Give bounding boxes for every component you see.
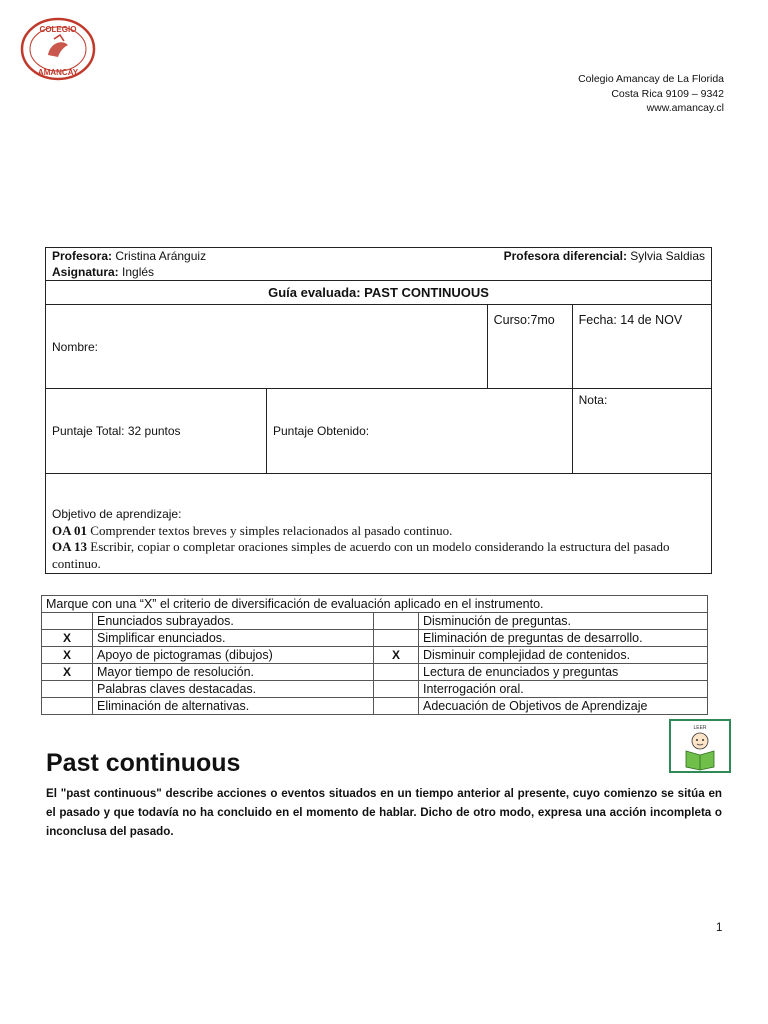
student-info-table bbox=[45, 247, 712, 574]
school-address bbox=[578, 72, 724, 116]
criteria-label: Adecuación de Objetivos de Aprendizaje bbox=[419, 698, 708, 715]
criteria-row bbox=[42, 630, 708, 647]
obtained-score-field[interactable]: Puntaje Obtenido: bbox=[267, 389, 573, 474]
criteria-checkbox[interactable]: X bbox=[42, 664, 93, 681]
diff-teacher-label: Profesora diferencial: bbox=[503, 249, 627, 263]
date-cell: Fecha: 14 de NOV bbox=[572, 305, 711, 389]
criteria-checkbox[interactable] bbox=[374, 630, 419, 647]
criteria-label: Palabras claves destacadas. bbox=[93, 681, 374, 698]
diff-teacher-name: Sylvia Saldias bbox=[626, 249, 705, 263]
guide-title: Guía evaluada: PAST CONTINUOUS bbox=[46, 281, 712, 305]
criteria-checkbox[interactable]: X bbox=[42, 647, 93, 664]
reading-child-icon bbox=[669, 719, 731, 773]
total-score: Puntaje Total: 32 puntos bbox=[46, 389, 267, 474]
criteria-label: Apoyo de pictogramas (dibujos) bbox=[93, 647, 374, 664]
course-cell: Curso:7mo bbox=[487, 305, 572, 389]
pictogram-label: LEER bbox=[693, 725, 707, 731]
criteria-label: Simplificar enunciados. bbox=[93, 630, 374, 647]
criteria-table bbox=[41, 595, 708, 715]
oa1-code: OA 01 bbox=[52, 522, 88, 538]
objectives-cell bbox=[46, 474, 712, 574]
criteria-header: Marque con una “X” el criterio de diversificación de evaluación aplicado en el instrumento. bbox=[42, 596, 708, 613]
teacher-name: Cristina Aránguiz bbox=[112, 249, 207, 263]
grade-field[interactable]: Nota: bbox=[572, 389, 711, 474]
subject-label: Asignatura: bbox=[52, 265, 119, 279]
criteria-checkbox[interactable] bbox=[42, 698, 93, 715]
criteria-checkbox[interactable] bbox=[374, 664, 419, 681]
section-title: Past continuous bbox=[46, 749, 241, 777]
criteria-label: Disminución de preguntas. bbox=[419, 613, 708, 630]
subject-name: Inglés bbox=[118, 265, 155, 279]
criteria-checkbox[interactable]: X bbox=[374, 647, 419, 664]
criteria-checkbox[interactable] bbox=[374, 681, 419, 698]
oa13-code: OA 13 bbox=[52, 539, 88, 554]
criteria-label: Interrogación oral. bbox=[419, 681, 708, 698]
school-logo bbox=[20, 17, 96, 81]
name-field[interactable]: Nombre: bbox=[46, 305, 488, 389]
teacher-label: Profesora: bbox=[52, 249, 113, 263]
criteria-label: Lectura de enunciados y preguntas bbox=[419, 664, 708, 681]
logo-top-text: COLEGIO bbox=[39, 25, 77, 34]
criteria-checkbox[interactable]: X bbox=[42, 630, 93, 647]
criteria-row bbox=[42, 698, 708, 715]
school-phone: Costa Rica 9109 – 9342 bbox=[611, 87, 724, 100]
logo-bottom-text: AMANCAY bbox=[37, 68, 79, 77]
criteria-row bbox=[42, 664, 708, 681]
criteria-label: Disminuir complejidad de contenidos. bbox=[419, 647, 708, 664]
criteria-label: Enunciados subrayados. bbox=[93, 613, 374, 630]
section-intro: El "past continuous" describe acciones o eventos situados en un tiempo anterior al presente, cuyo comienzo se sitúa en el pasado y que todavía no ha concluido en el momento de hablar. Dicho de otro modo, expresa una acción incompleta o inconclusa del pasado. bbox=[46, 787, 722, 838]
criteria-label: Mayor tiempo de resolución. bbox=[93, 664, 374, 681]
criteria-checkbox[interactable] bbox=[42, 613, 93, 630]
objective-label: Objetivo de aprendizaje: bbox=[52, 507, 182, 521]
oa1-text: Comprender textos breves y simples relacionados al pasado continuo. bbox=[87, 522, 453, 538]
criteria-checkbox[interactable] bbox=[374, 698, 419, 715]
oa13-text: Escribir, copiar o completar oraciones simples de acuerdo con un modelo considerando la estructura del pasado continuo. bbox=[52, 539, 670, 571]
criteria-label: Eliminación de alternativas. bbox=[93, 698, 374, 715]
criteria-row bbox=[42, 613, 708, 630]
criteria-checkbox[interactable] bbox=[374, 613, 419, 630]
criteria-checkbox[interactable] bbox=[42, 681, 93, 698]
criteria-row bbox=[42, 647, 708, 664]
school-name: Colegio Amancay de La Florida bbox=[578, 73, 724, 85]
school-web: www.amancay.cl bbox=[646, 102, 724, 114]
page-number: 1 bbox=[716, 922, 723, 934]
criteria-label: Eliminación de preguntas de desarrollo. bbox=[419, 630, 708, 647]
criteria-row bbox=[42, 681, 708, 698]
